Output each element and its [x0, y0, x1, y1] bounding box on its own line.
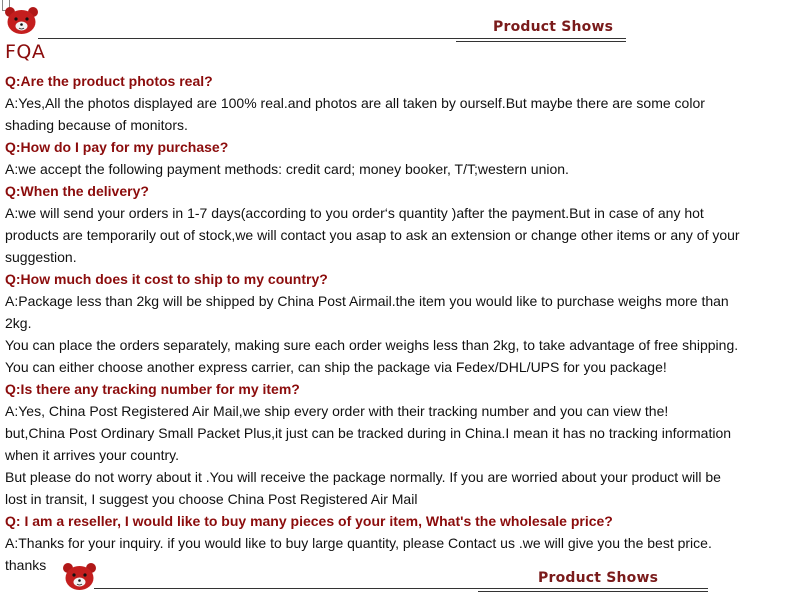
faq-question: Q:Is there any tracking number for my item? — [5, 381, 300, 397]
answer-line: A:Yes, China Post Registered Air Mail,we ship every order with their tracking number and you can view the! — [5, 403, 669, 419]
footer-rule-underline — [478, 591, 708, 592]
page-heading: FQA — [5, 41, 46, 63]
faq-question: Q: I am a reseller, I would like to buy many pieces of your item, What's the wholesale price? — [5, 513, 613, 529]
header-rule-underline — [456, 41, 626, 42]
faq-item — [5, 70, 797, 136]
faq-answer — [5, 92, 797, 136]
answer-line: but,China Post Ordinary Small Packet Plus,it just can be tracked during in China.I mean it has no tracking information — [5, 425, 732, 441]
answer-line: A:Yes,All the photos displayed are 100% real.and photos are all taken by ourself.But maybe there are some color — [5, 95, 705, 111]
faq-answer — [5, 158, 797, 180]
faq-item — [5, 268, 797, 378]
faq-item — [5, 136, 797, 180]
answer-line: A:we will send your orders in 1-7 days(according to you order‘s quantity )after the payment.But in case of any hot — [5, 205, 704, 221]
faq-answer — [5, 202, 797, 268]
footer-banner-title: Product Shows — [538, 570, 659, 586]
header-banner — [0, 4, 640, 38]
answer-line: lost in transit, I suggest you choose China Post Registered Air Mail — [5, 491, 418, 507]
answer-line: A:Package less than 2kg will be shipped by China Post Airmail.the item you would like to purchase weighs more than — [5, 293, 729, 309]
answer-line: You can either choose another express carrier, can ship the package via Fedex/DHL/UPS for you package! — [5, 359, 667, 375]
answer-line: products are temporarily out of stock,we will contact you asap to ask an extension or change other items or any of your — [5, 227, 740, 243]
answer-line: shading because of monitors. — [5, 117, 188, 133]
answer-line: You can place the orders separately, making sure each order weighs less than 2kg, to take advantage of free shipping. — [5, 337, 739, 353]
faq-question: Q:Are the product photos real? — [5, 73, 213, 89]
answer-line: A:we accept the following payment methods: credit card; money booker, T/T;western union. — [5, 161, 569, 177]
faq-item — [5, 180, 797, 268]
answer-line: when it arrives your country. — [5, 447, 180, 463]
header-banner-title: Product Shows — [493, 19, 614, 35]
answer-line: thanks — [5, 557, 47, 573]
footer-rule — [94, 588, 708, 589]
faq-answer — [5, 290, 797, 378]
faq-item — [5, 378, 797, 510]
answer-line: But please do not worry about it .You will receive the package normally. If you are worried about your product will be — [5, 469, 721, 485]
bear-icon — [0, 4, 48, 38]
answer-line: A:Thanks for your inquiry. if you would like to buy large quantity, please Contact us .we will give you the best price. — [5, 535, 712, 551]
faq-list — [5, 70, 797, 576]
faq-question: Q:How do I pay for my purchase? — [5, 139, 229, 155]
answer-line: suggestion. — [5, 249, 77, 265]
footer-banner — [58, 560, 718, 594]
answer-line: 2kg. — [5, 315, 32, 331]
header-rule — [38, 38, 626, 39]
faq-question: Q:When the delivery? — [5, 183, 149, 199]
faq-answer — [5, 400, 797, 510]
faq-question: Q:How much does it cost to ship to my country? — [5, 271, 328, 287]
